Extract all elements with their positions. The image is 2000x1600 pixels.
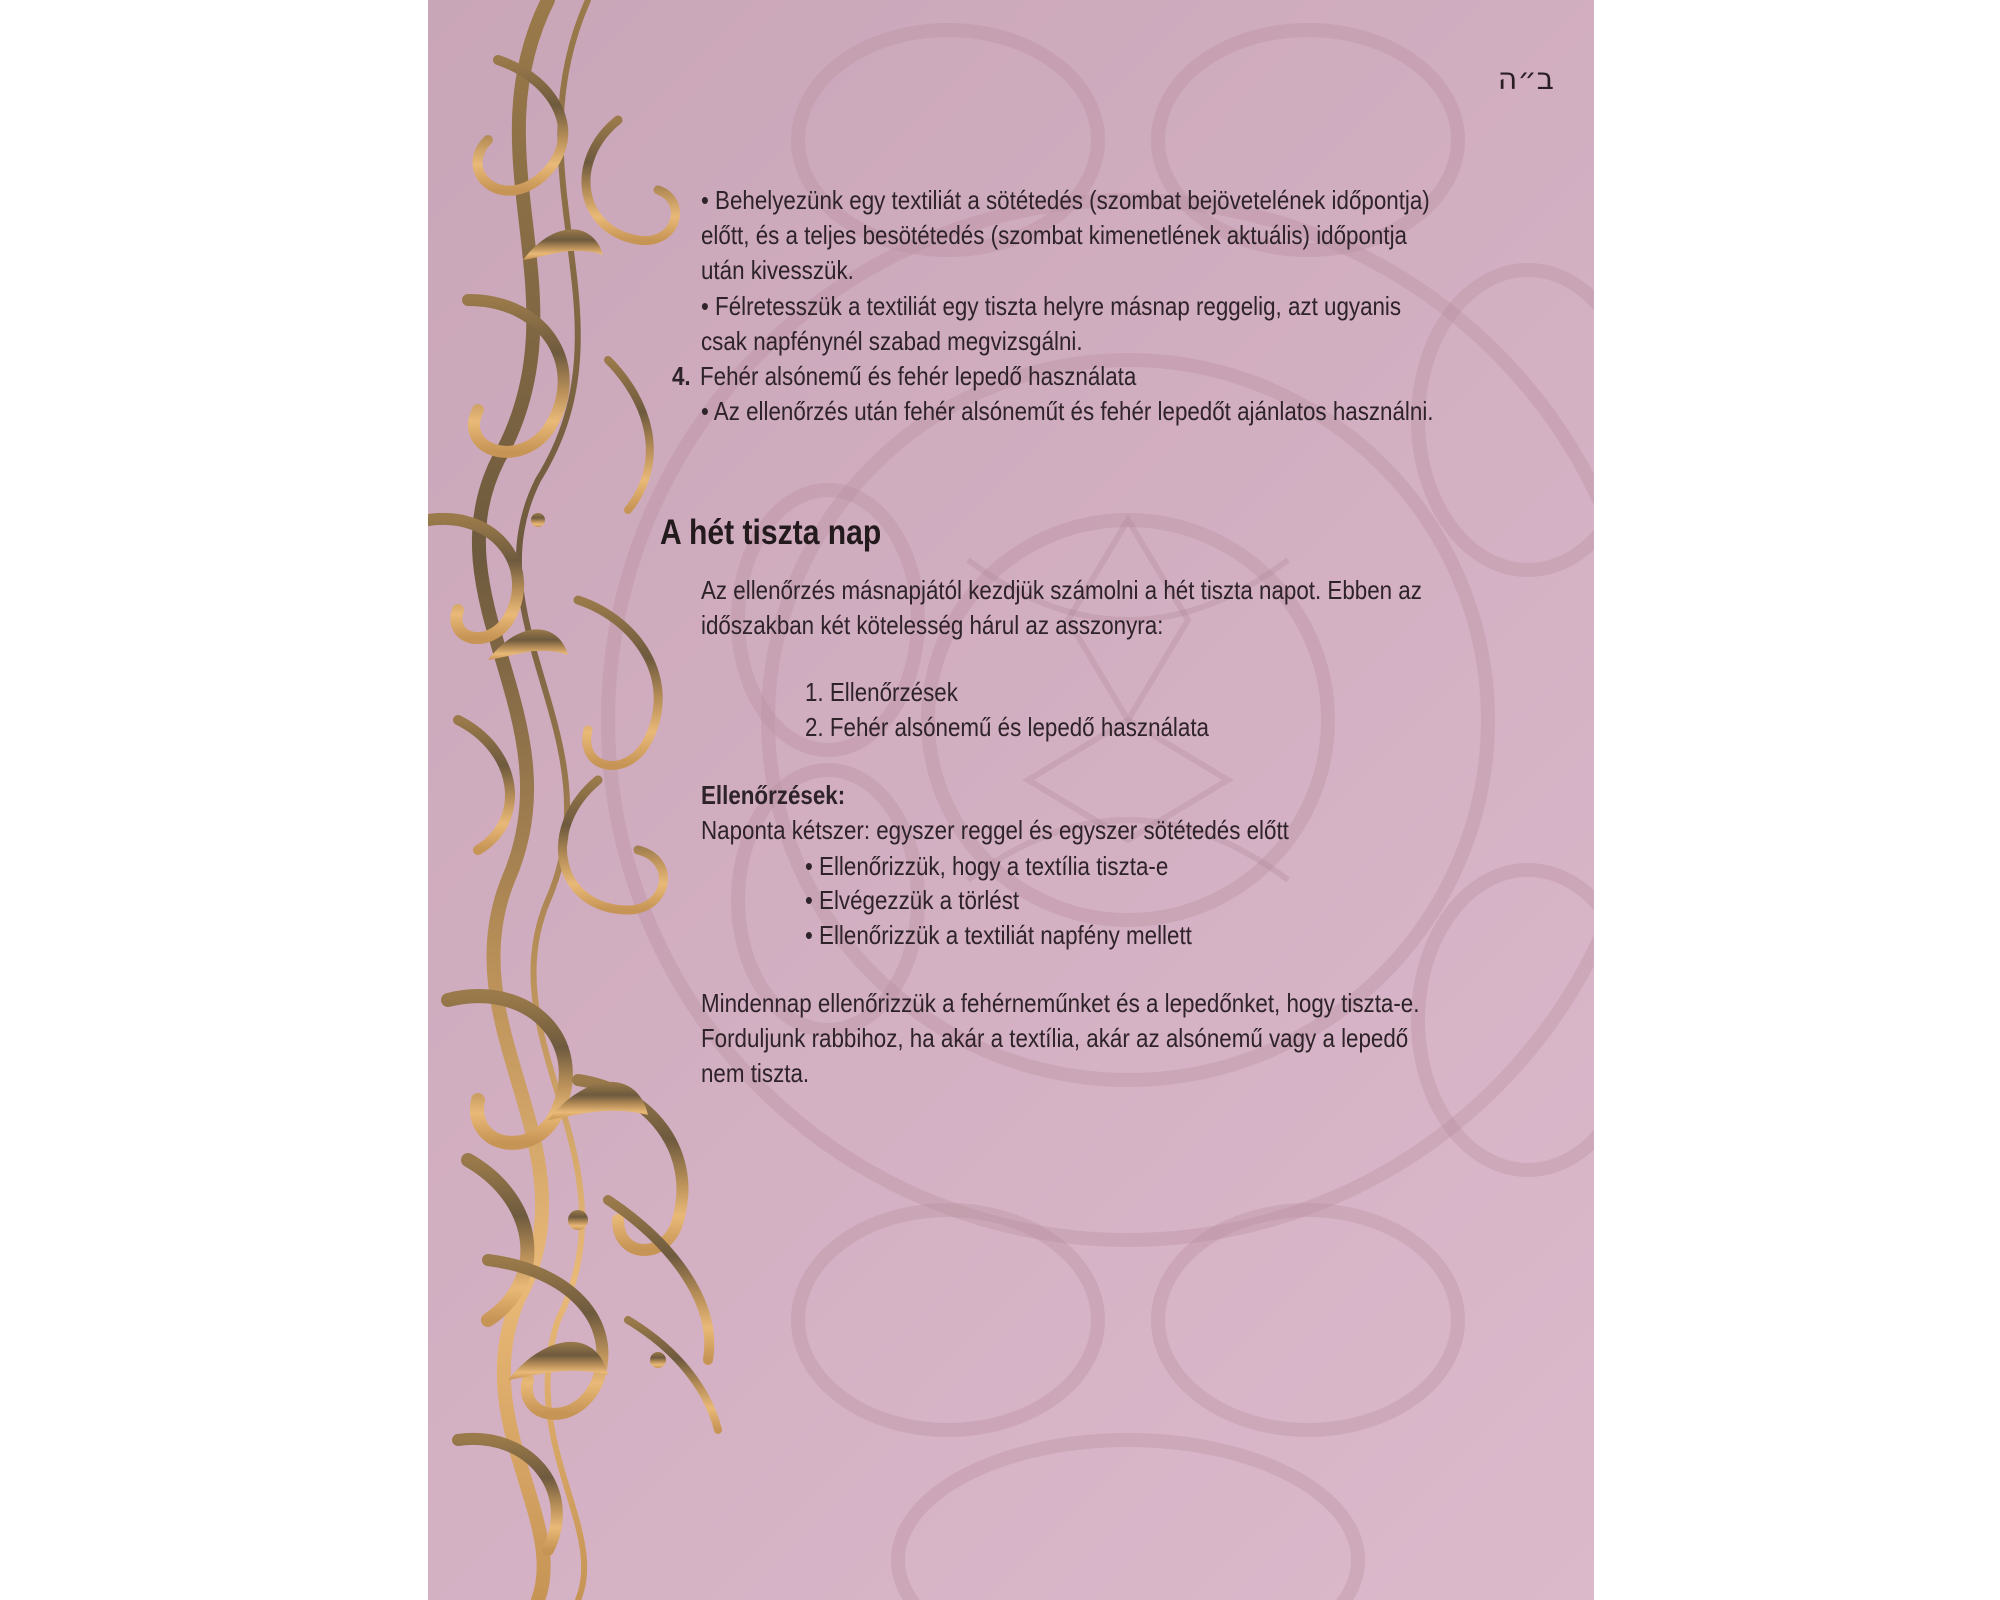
section-heading: A hét tiszta nap xyxy=(660,513,882,552)
document-page xyxy=(428,0,1594,1600)
closing-line: Forduljunk rabbihoz, ha akár a textília, akár az alsónemű vagy a lepedő xyxy=(701,1023,1409,1053)
bh-mark: ב״ה xyxy=(1497,62,1554,97)
intro-line: időszakban két kötelesség hárul az asszonyra: xyxy=(701,610,1164,640)
bullet-line: • Félretesszük a textiliát egy tiszta helyre másnap reggelig, azt ugyanis xyxy=(701,291,1402,321)
list-item: 1. Ellenőrzések xyxy=(805,677,958,707)
subintro-line: Naponta kétszer: egyszer reggel és egyszer sötétedés előtt xyxy=(701,815,1289,845)
bullet-line: után kivesszük. xyxy=(701,255,854,285)
bullet-line: előtt, és a teljes besötétedés (szombat kimenetlének aktuális) időpontja xyxy=(701,220,1407,250)
subheading: Ellenőrzések: xyxy=(701,780,846,810)
closing-line: nem tiszta. xyxy=(701,1058,810,1088)
list-item-number: 4. xyxy=(672,361,691,391)
list-item: 2. Fehér alsónemű és lepedő használata xyxy=(805,712,1209,742)
bullet-line: • Behelyezünk egy textiliát a sötétedés (szombat bejövetelének időpontja) xyxy=(701,185,1430,215)
closing-line: Mindennap ellenőrizzük a fehérneműnket és a lepedőnket, hogy tiszta-e. xyxy=(701,988,1420,1018)
gold-filigree-ornament xyxy=(428,0,748,1600)
bullet-line: csak napfénynél szabad megvizsgálni. xyxy=(701,326,1083,356)
check-item: • Ellenőrizzük a textiliát napfény mellett xyxy=(805,920,1192,950)
check-item: • Elvégezzük a törlést xyxy=(805,885,1020,915)
intro-line: Az ellenőrzés másnapjától kezdjük számolni a hét tiszta napot. Ebben az xyxy=(701,575,1422,605)
bullet-line: • Az ellenőrzés után fehér alsóneműt és fehér lepedőt ajánlatos használni. xyxy=(701,396,1434,426)
check-item: • Ellenőrizzük, hogy a textília tiszta-e xyxy=(805,851,1169,881)
list-item-label: Fehér alsónemű és fehér lepedő használata xyxy=(700,361,1137,391)
